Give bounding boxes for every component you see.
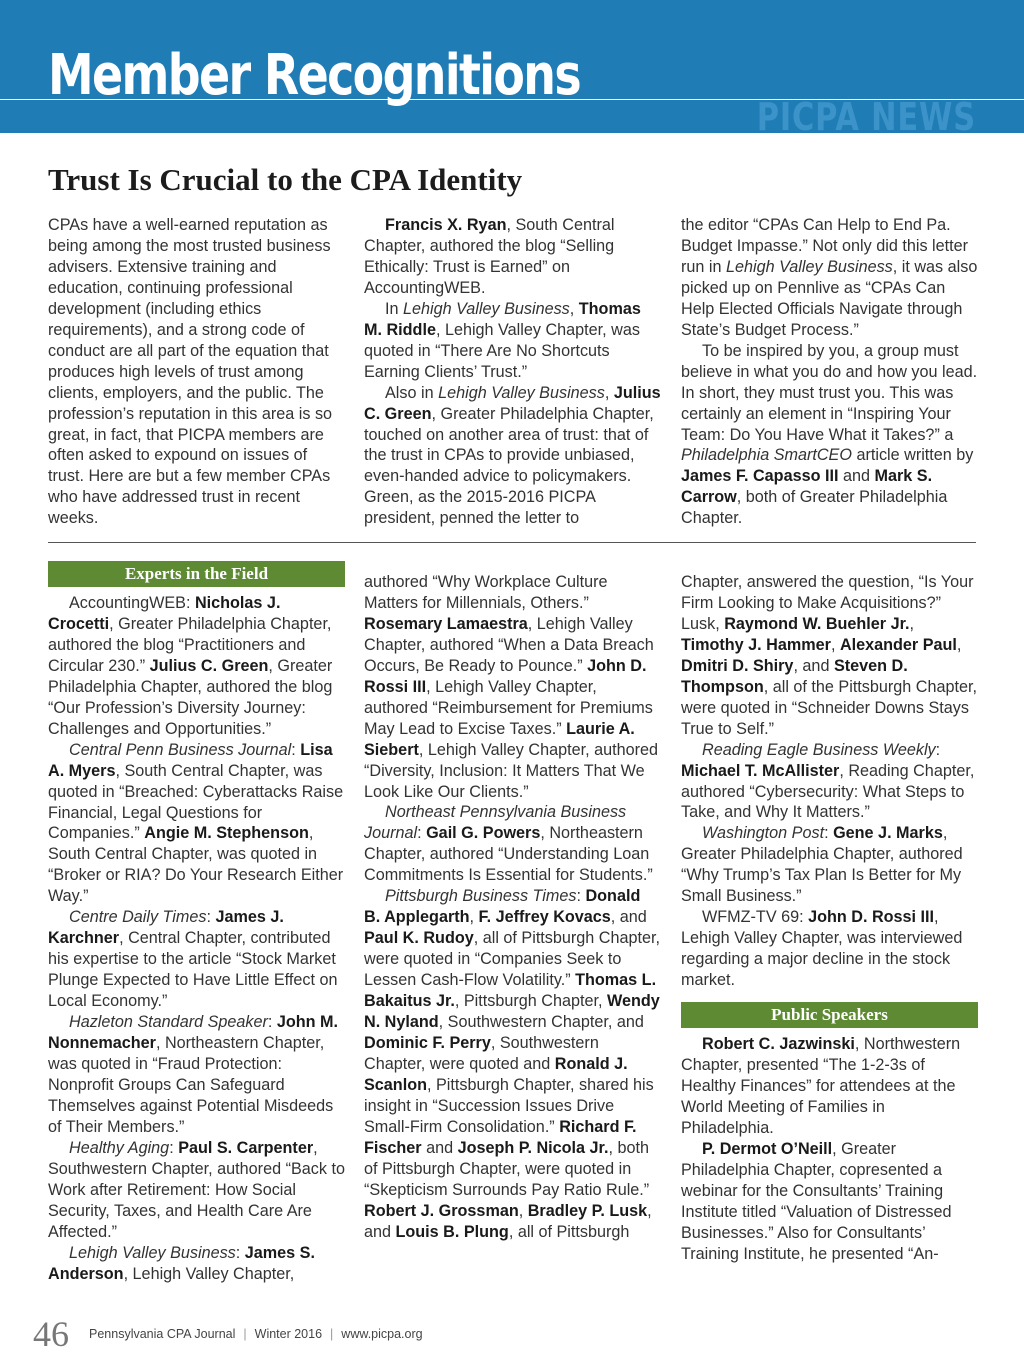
text-run: the editor “CPAs Can Help to End Pa. Budget Impasse.” Not only did this letter run in [681,216,969,276]
paragraph [681,572,978,740]
member-name: P. Dermot O’Neill [702,1139,833,1158]
paragraph [364,802,661,886]
footer-separator: | [243,1327,247,1341]
text-run: , Greater Philadelphia Chapter, authored “Why Trump’s Tax Plan Is Better for My Small Business.” [681,824,963,906]
publication-name: Reading Eagle Business Weekly [702,740,936,759]
text-run: and [421,1138,458,1157]
paragraph [48,1243,345,1285]
paragraph [48,1138,345,1243]
text-run: , [830,635,840,654]
section-title: Member Recognitions [48,43,581,108]
member-name: James J. Karchner [48,908,284,948]
member-name: Paul K. Rudoy [364,929,474,948]
text-run: , Lehigh Valley Chapter, authored “Diversity, Inclusion: It Matters That We Look Like Our Clients.” [364,740,658,801]
member-name: Donald B. Applegarth [364,887,641,927]
member-name: John D. Rossi III [364,656,647,696]
text-run: , [956,635,962,654]
paragraph [48,907,345,1012]
paragraph [681,1034,978,1139]
text-run: In [385,299,403,318]
publication-name: Lehigh Valley Business [69,1243,236,1262]
paragraph [681,907,978,991]
experts-text-3 [681,572,978,991]
text-run: , [469,908,479,927]
speakers-section-heading: Public Speakers [681,1002,978,1028]
text-run: , Southwestern Chapter, were quoted and [364,1033,599,1073]
member-name: Laurie A. Siebert [364,719,635,759]
text-run: , both of Pittsburgh Chapter, were quoted in “Skepticism Surrounds Pay Ratio Rule.” [364,1138,650,1199]
member-name: Joseph P. Nicola Jr. [457,1138,609,1157]
publication-name: Central Penn Business Journal [69,740,292,759]
text-run: , it was also picked up on Pennlive as “CPAs Can Help Elected Officials Navigate through State’s Budget Process.” [681,257,978,339]
member-name: Rosemary Lamaestra [364,614,528,633]
member-name: Julius C. Green [149,656,269,675]
text-run: and [838,467,875,486]
paragraph [681,823,978,907]
member-name: Nicholas J. Crocetti [48,594,281,633]
text-run: , [604,383,614,402]
text-run: : [291,740,301,759]
member-name: Steven D. Thompson [681,656,908,696]
publication-name: Philadelphia SmartCEO [681,446,852,465]
text-run: , all of the Pittsburgh Chapter, were quoted in “Schneider Downs Stays True to Self.” [681,677,977,738]
text-run: , South Central Chapter, authored the blog “Selling Ethically: Trust is Earned” on AccountingWEB. [364,216,615,297]
header-banner [0,0,1024,139]
member-name: Francis X. Ryan [385,216,507,234]
intro-column-1 [48,215,345,529]
member-name: Wendy N. Nyland [364,992,660,1032]
member-name: Angie M. Stephenson [144,824,309,843]
intro-column-3 [681,215,978,529]
text-run: , and [793,656,834,675]
member-name: Paul S. Carpenter [178,1138,314,1157]
member-name: Thomas M. Riddle [364,299,641,339]
member-name: F. Jeffrey Kovacs [478,908,611,927]
intro-column-2 [364,215,661,529]
text-run: WFMZ-TV 69: [702,908,809,927]
text-run: : [206,908,216,927]
member-name: Julius C. Green [364,383,661,423]
paragraph [364,886,661,1242]
text-run: : [235,1243,245,1262]
text-run: Also in [385,383,439,402]
text-run: : [267,1013,277,1032]
text-run: , [909,614,915,633]
member-name: Dominic F. Perry [364,1033,491,1052]
text-run: , Greater Philadelphia Chapter, copresented a webinar for the Consultants’ Training Institute titled “Valuation of Distressed Businesses.” Also for Consultants’ Training Institute, he presented “An- [681,1139,952,1263]
publication-name: Pittsburgh Business Times [385,887,577,906]
member-name: Louis B. Plung [395,1222,509,1241]
member-name: Robert J. Grossman [364,1201,519,1220]
paragraph [681,215,978,341]
issue-date: Winter 2016 [254,1327,323,1341]
member-name: Dmitri D. Shiry [681,656,794,675]
text-run: , Central Chapter, contributed his expertise to the article “Stock Market Plunge Expected to Have Little Effect on Local Economy.” [48,929,338,1011]
text-run: To be inspired by you, a group must believe in what you do and how you lead. In short, they must trust you. This was certainly an element in “Inspiring Your Team: Do You Have What it Takes?” a [681,341,978,444]
text-run: , South Central Chapter, was quoted in “Breached: Cyberattacks Raise Financial, Legal Questions for Companies.” [48,761,344,843]
text-run: , [569,299,579,318]
publication-name: Northeast Pennsylvania Business Journal [364,803,627,843]
text-run: , Southwestern Chapter, and [438,1013,644,1032]
footer-separator: | [330,1327,334,1341]
member-name: Michael T. McAllister [681,761,840,780]
text-run: , South Central Chapter, was quoted in “Broker or RIA? Do Your Research Either Way.” [48,824,344,906]
text-run: , Greater Philadelphia Chapter, touched on another area of trust: that of the trust in CPAs to provide unbiased, even-handed advice to policymakers. Green, as the 2015-2016 PICPA president, penned the letter to [364,404,654,528]
paragraph [364,299,661,383]
member-name: Mark S. Carrow [681,467,933,507]
text-run: , Reading Chapter, authored “Cybersecurity: What Steps to Take, and Why It Matters.” [681,761,975,822]
section-tag: PICPA NEWS [756,95,976,139]
member-name: Robert C. Jazwinski [702,1035,855,1054]
text-run: , [518,1201,528,1220]
text-run: : [417,824,427,843]
publication-name: Hazleton Standard Speaker [69,1013,268,1032]
member-name: Bradley P. Lusk [527,1201,648,1220]
text-run: , Lehigh Valley Chapter, authored “When a Data Breach Occurs, Be Ready to Pounce.” [364,614,654,675]
text-run: , Pittsburgh Chapter, [454,992,607,1011]
experts-column-3 [681,572,978,1265]
member-name: Gail G. Powers [426,824,541,843]
member-name: Lisa A. Myers [48,740,333,780]
experts-text-1 [48,593,345,1284]
publication-name: Centre Daily Times [69,908,207,927]
publication-name: Lehigh Valley Business [438,383,605,402]
page-number: 46 [33,1314,69,1354]
text-run: , both of Greater Philadelphia Chapter. [681,488,948,528]
member-name: John M. Nonnemacher [48,1013,339,1053]
paragraph [364,215,661,299]
text-run: , Lehigh Valley Chapter, was interviewed regarding a major decline in the stock market. [681,908,963,990]
member-name: Timothy J. Hammer [681,635,831,654]
member-name: Ronald J. Scanlon [364,1054,628,1094]
page-footer [33,1314,423,1354]
publication-name: Healthy Aging [69,1138,170,1157]
text-run: , Pittsburgh Chapter, shared his insight in “Succession Issues Drive Small-Firm Consolidation.” [364,1075,654,1136]
paragraph [681,1139,978,1265]
intro-paragraph: CPAs have a well-earned reputation as being among the most trusted business advisers. Extensive training and education, continuing professional development (including ethics requirements), and a strong code of conduct are all part of the equation that produces high levels of trust among clients, employers, and the public. The profession’s reputation in this area is so great, in fact, that PICPA members are often asked to expound on issues of trust. Here are but a few member CPAs who have addressed trust in recent weeks. [48,216,333,528]
text-run: , and [610,908,647,927]
paragraph [681,740,978,824]
publication-name: Washington Post [702,824,825,843]
section-divider [48,542,976,543]
website-url: www.picpa.org [341,1327,423,1341]
text-run: , and [364,1201,652,1241]
text-run: AccountingWEB: [69,594,195,612]
paragraph [48,1012,345,1138]
text-run: Chapter, answered the question, “Is Your Firm Looking to Make Acquisitions?” Lusk, [681,573,974,633]
text-run: : [169,1138,179,1157]
member-name: Raymond W. Buehler Jr. [724,614,910,633]
text-run: , all of Pittsburgh Chapter, were quoted in “Companies Seek to Lessen Cash-Flow Volatility.” [364,929,660,990]
journal-name: Pennsylvania CPA Journal [89,1327,236,1341]
member-name: James S. Anderson [48,1243,315,1283]
text-run: , Lehigh Valley Chapter, authored “Reimbursement for Premiums May Lead to Excise Taxes.” [364,677,653,738]
member-name: Thomas L. Bakaitus Jr. [364,971,657,1011]
member-name: John D. Rossi III [808,908,935,927]
text-run: , Northeastern Chapter, authored “Understanding Loan Commitments Is Essential for Students.” [364,824,653,885]
text-run: : [576,887,586,906]
text-run: , all of Pittsburgh [508,1222,630,1241]
text-run: , Northwestern Chapter, presented “The 1-2-3s of Healthy Finances” for attendees at the World Meeting of Families in Philadelphia. [681,1035,961,1137]
paragraph [48,593,345,740]
paragraph [48,740,345,908]
experts-column-1 [48,561,345,1284]
member-name: Richard F. Fischer [364,1117,637,1157]
publication-name: Lehigh Valley Business [403,299,570,318]
member-name: James F. Capasso III [681,467,839,486]
publication-name: Lehigh Valley Business [726,257,893,276]
text-run: article written by [851,446,974,465]
text-run: , Greater Philadelphia Chapter, authored the blog “Our Profession’s Diversity Journey: Challenges and Opportunities.” [48,656,333,738]
paragraph [681,341,978,530]
text-run: , Northeastern Chapter, was quoted in “Fraud Protection: Nonprofit Groups Can Safeguard Themselves against Potential Misdeeds of Their Members.” [48,1034,334,1136]
member-name: Gene J. Marks [833,824,943,843]
paragraph [364,572,661,802]
text-run: : [935,740,941,759]
text-run: , Lehigh Valley Chapter, was quoted in “There Are No Shortcuts Earning Clients’ Trust.” [364,320,640,381]
text-run: , Southwestern Chapter, authored “Back to Work after Retirement: How Social Security, Taxes, and Health Care Are Affected.” [48,1138,345,1241]
experts-section-heading: Experts in the Field [48,561,345,587]
text-run: , Greater Philadelphia Chapter, authored the blog “Practitioners and Circular 230.” [48,614,332,675]
member-name: Alexander Paul [839,635,957,654]
speakers-text [681,1034,978,1264]
text-run: , Lehigh Valley Chapter, [123,1264,295,1283]
experts-column-2 [364,572,661,1243]
text-run: authored “Why Workplace Culture Matters for Millennials, Others.” [364,573,608,612]
article-headline: Trust Is Crucial to the CPA Identity [48,162,523,197]
text-run: : [824,824,834,843]
paragraph [364,383,661,530]
